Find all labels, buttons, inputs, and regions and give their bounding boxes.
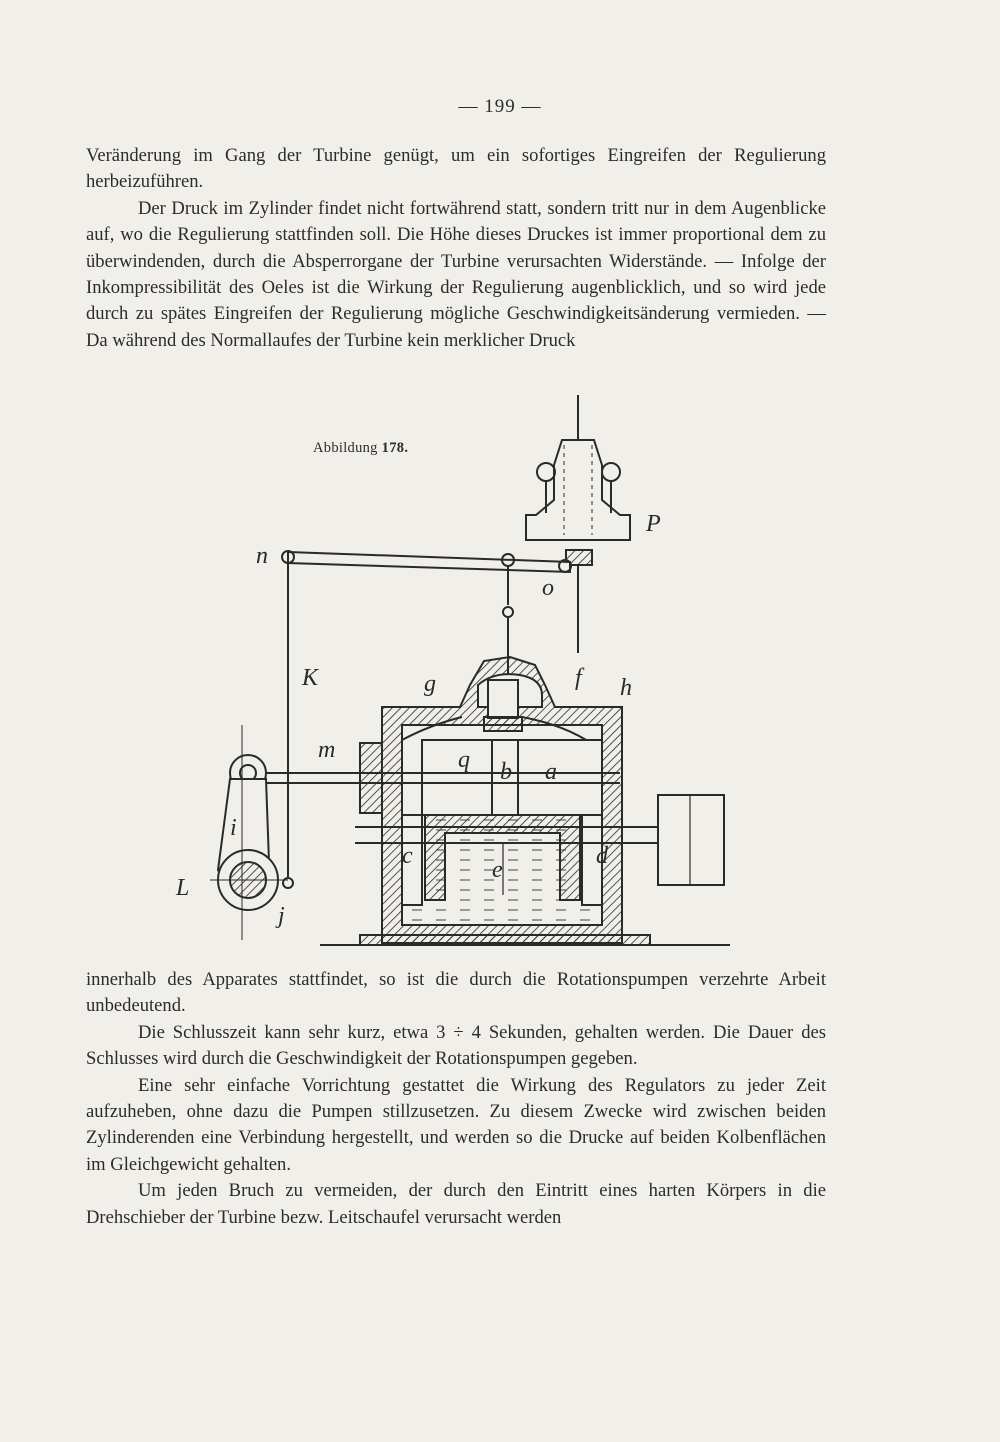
paragraph: Die Schlusszeit kann sehr kurz, etwa 3 ÷ 4 Sekunden, gehalten werden. Die Dauer des Schlusses wird durch die Geschwindigkeit der Rotationspumpen gegeben. (86, 1021, 826, 1070)
label-b: b (500, 759, 512, 785)
label-e: e (492, 857, 503, 883)
text-block-bottom (86, 967, 826, 1231)
label-q: q (458, 747, 470, 773)
regulator-diagram (170, 395, 740, 955)
regulator-diagram-svg (170, 395, 740, 955)
paragraph: Der Druck im Zylinder findet nicht fortwährend statt, sondern tritt nur in dem Augenblicke auf, wo die Regulierung stattfinden soll. Die Höhe dieses Druckes ist immer proportional dem zu überwindenden, durch die Absperrorgane der Turbine verursachten Widerstände. — Infolge der Inkompressibilität des Oeles ist die Wirkung der Regulierung augenblicklich, und so wird jede durch zu spätes Eingreifen der Regulierung mögliche Geschwindigkeitsänderung vermieden. — Da während des Normallaufes der Turbine kein merklicher Druck (86, 197, 826, 351)
label-k: K (302, 665, 319, 691)
label-c: c (402, 843, 413, 869)
page-number: — 199 — (458, 96, 542, 117)
paragraph: innerhalb des Apparates stattfindet, so ist die durch die Rotationspumpen verzehrte Arbeit unbedeutend. (86, 969, 826, 1017)
label-i: i (230, 815, 237, 841)
figure-caption-number: 178. (381, 440, 409, 456)
label-m: m (318, 737, 336, 763)
paragraph: Um jeden Bruch zu vermeiden, der durch den Eintritt eines harten Körpers in die Drehschieber der Turbine bezw. Leitschaufel verursacht werden (86, 1180, 826, 1228)
label-j: j (278, 903, 285, 929)
label-d: d (596, 843, 608, 869)
base-plate (320, 935, 730, 945)
text-block-top (86, 143, 826, 354)
label-n: n (256, 543, 268, 569)
label-L: L (176, 875, 190, 901)
figure-caption-prefix: Abbildung (313, 440, 378, 456)
label-f: f (575, 665, 582, 691)
paragraph: Veränderung im Gang der Turbine genügt, um ein sofortiges Eingreifen der Regulierung herbeizuführen. (86, 145, 826, 193)
paragraph: Eine sehr einfache Vorrichtung gestattet die Wirkung des Regulators zu jeder Zeit aufzuheben, ohne dazu die Pumpen stillzusetzen. Zu diesem Zwecke wird zwischen beiden Zylinderenden eine Verbindung hergestellt, und werden so die Drucke auf beiden Kolbenflächen im Gleichgewicht gehalten. (86, 1074, 826, 1175)
label-o: o (542, 575, 554, 601)
flyball-governor (526, 395, 630, 653)
label-p: P (646, 511, 661, 537)
label-g: g (424, 671, 436, 697)
pulley (658, 795, 724, 885)
label-h: h (620, 675, 632, 701)
label-a: a (545, 759, 557, 785)
